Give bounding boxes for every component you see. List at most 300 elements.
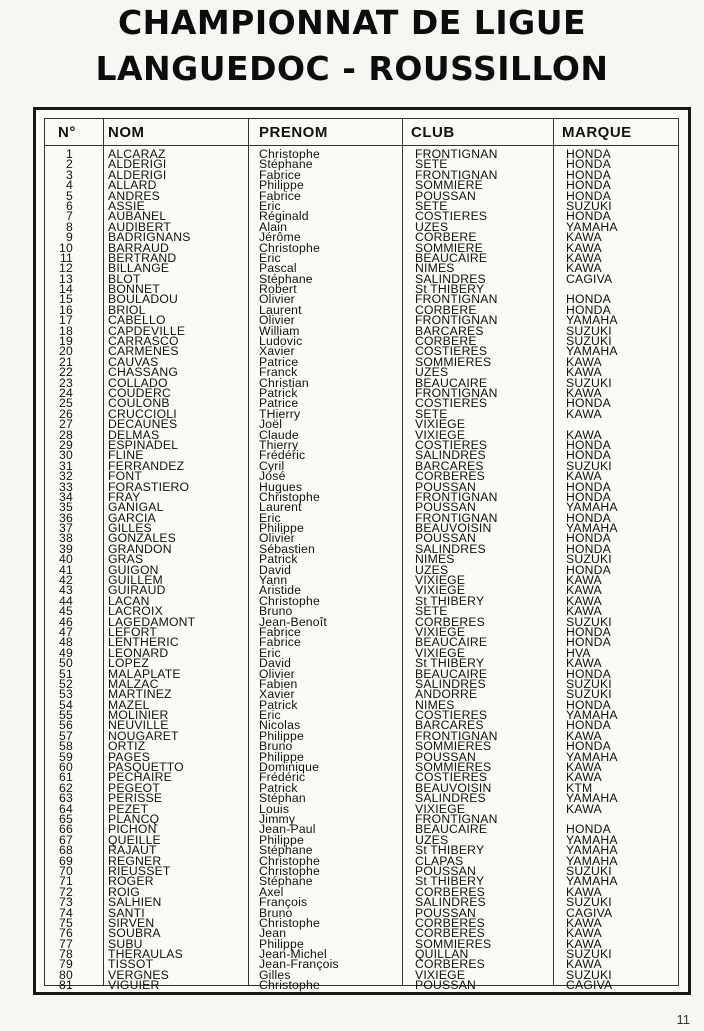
row-prenom: Pascal — [259, 261, 297, 276]
row-number: 59 — [59, 749, 73, 764]
row-number: 80 — [59, 967, 73, 982]
row-nom: COLLADO — [108, 375, 168, 390]
row-club: BEAUCAIRE — [415, 666, 488, 681]
row-number: 37 — [59, 521, 73, 536]
row-prenom: Christophe — [259, 147, 320, 161]
row-number: 57 — [59, 728, 73, 743]
row-club: POUSSAN — [415, 978, 476, 993]
row-nom: BERTRAND — [108, 250, 177, 265]
row-number: 46 — [59, 614, 73, 629]
row-prenom: Joël — [259, 417, 283, 432]
row-prenom: Bruno — [259, 905, 293, 920]
row-number: 39 — [59, 541, 73, 556]
row-number: 32 — [59, 469, 73, 484]
row-nom: TISSOT — [108, 957, 154, 972]
row-prenom: Frédéric — [259, 770, 306, 785]
row-number: 34 — [59, 489, 73, 504]
row-number: 60 — [59, 760, 73, 775]
row-club: VIXIEGE — [415, 801, 466, 816]
row-marque: KAWA — [566, 583, 602, 598]
row-prenom: David — [259, 656, 292, 671]
row-prenom: Dominique — [259, 760, 320, 775]
row-number: 45 — [59, 604, 73, 619]
row-marque: HONDA — [566, 718, 612, 733]
row-prenom: Christophe — [259, 915, 320, 930]
row-marque: KAWA — [566, 884, 602, 899]
row-prenom: Olivier — [259, 292, 295, 307]
row-nom: GRAS — [108, 552, 144, 567]
row-marque: CAGIVA — [566, 271, 613, 286]
row-number: 76 — [59, 926, 73, 941]
row-nom: PAGES — [108, 749, 151, 764]
row-marque: KAWA — [566, 469, 602, 484]
row-marque: HONDA — [566, 635, 612, 650]
row-club: QUILLAN — [415, 947, 469, 962]
row-club: FRONTIGNAN — [415, 313, 498, 328]
row-marque: KAWA — [566, 728, 602, 743]
row-prenom: Olivier — [259, 313, 295, 328]
row-marque: HONDA — [566, 437, 612, 452]
row-club: UZES — [415, 562, 449, 577]
row-club: BEAUCAIRE — [415, 250, 488, 265]
row-marque: KAWA — [566, 406, 602, 421]
row-number: 20 — [59, 344, 73, 359]
row-club: VIXIEGE — [415, 583, 466, 598]
row-nom: LAGEDAMONT — [108, 614, 196, 629]
row-club: COSTIERES — [415, 344, 488, 359]
club-column — [415, 149, 498, 991]
row-prenom: Philippe — [259, 749, 304, 764]
row-number: 52 — [59, 676, 73, 691]
row-nom: GRANDON — [108, 541, 172, 556]
row-club: VIXIEGE — [415, 624, 466, 639]
row-prenom: Stéphane — [259, 874, 313, 889]
row-number: 54 — [59, 697, 73, 712]
row-prenom: Nicolas — [259, 718, 301, 733]
row-nom: ROGER — [108, 874, 154, 889]
row-number: 19 — [59, 334, 73, 349]
row-nom: BONNET — [108, 282, 160, 297]
row-club: BARCARES — [415, 323, 484, 338]
row-nom: NOUGARET — [108, 728, 179, 743]
row-nom: MARTINEZ — [108, 687, 172, 702]
row-prenom: David — [259, 562, 292, 577]
row-prenom: Christophe — [259, 863, 320, 878]
row-number: 5 — [66, 188, 73, 203]
header-nom: NOM — [108, 124, 145, 141]
row-club: BEAUCAIRE — [415, 822, 488, 837]
row-nom: BILLANGE — [108, 261, 170, 276]
row-marque: KAWA — [566, 593, 602, 608]
row-nom: THERAULAS — [108, 947, 183, 962]
row-club: POUSSAN — [415, 749, 476, 764]
row-nom: SANTI — [108, 905, 145, 920]
row-club: VIXIEGE — [415, 967, 466, 982]
row-nom: ALLARD — [108, 178, 157, 193]
row-prenom: Patrice — [259, 396, 299, 411]
row-prenom: Patrick — [259, 780, 298, 795]
row-marque: YAMAHA — [566, 313, 618, 328]
row-number: 49 — [59, 645, 73, 660]
row-nom: COULONB — [108, 396, 170, 411]
row-nom: SUBU — [108, 936, 143, 951]
row-nom: CARRASCO — [108, 334, 179, 349]
row-marque: HONDA — [566, 531, 612, 546]
row-marque: SUZUKI — [566, 863, 612, 878]
row-prenom: Frédéric — [259, 448, 306, 463]
row-club: FRONTIGNAN — [415, 489, 498, 504]
row-nom: GILLES — [108, 521, 152, 536]
row-club: St THIBERY — [415, 656, 485, 671]
row-number: 33 — [59, 479, 73, 494]
row-club: St THIBERY — [415, 874, 485, 889]
row-club: CORBERES — [415, 957, 485, 972]
row-number: 68 — [59, 843, 73, 858]
row-number: 10 — [59, 240, 73, 255]
row-nom: REGNER — [108, 853, 162, 868]
prenom-column — [259, 149, 339, 991]
row-nom: VIGUIER — [108, 978, 160, 993]
row-nom: PECHAIRE — [108, 770, 172, 785]
row-club: SETE — [415, 157, 448, 172]
row-nom: ALDERIGI — [108, 157, 167, 172]
row-prenom: Stéphane — [259, 157, 313, 172]
row-prenom: Fabrice — [259, 635, 302, 650]
row-prenom: Fabien — [259, 676, 298, 691]
row-club: COSTIERES — [415, 396, 488, 411]
row-prenom: Hugues — [259, 479, 303, 494]
row-prenom: Laurent — [259, 500, 302, 515]
row-prenom: Philippe — [259, 728, 304, 743]
row-nom: ROIG — [108, 884, 140, 899]
row-number: 67 — [59, 832, 73, 847]
row-club: SOMMIERES — [415, 739, 492, 754]
row-club: SETE — [415, 406, 448, 421]
row-prenom: Xavier — [259, 687, 295, 702]
row-club: SALINDRES — [415, 271, 486, 286]
row-nom: LENTHERIC — [108, 635, 179, 650]
row-prenom: Philippe — [259, 521, 304, 536]
row-prenom: Xavier — [259, 344, 295, 359]
row-club: NIMES — [415, 261, 455, 276]
row-club: BARCARES — [415, 458, 484, 473]
row-club: BEAUCAIRE — [415, 375, 488, 390]
row-number: 51 — [59, 666, 73, 681]
row-number: 62 — [59, 780, 73, 795]
row-number: 53 — [59, 687, 73, 702]
row-marque: HONDA — [566, 479, 612, 494]
header-prenom: PRENOM — [259, 124, 328, 141]
row-club: SOMMIERE — [415, 240, 483, 255]
row-club: POUSSAN — [415, 905, 476, 920]
row-number: 8 — [66, 219, 73, 234]
row-nom: BLOT — [108, 271, 141, 286]
row-prenom: Eric — [259, 198, 281, 213]
row-club: FRONTIGNAN — [415, 167, 498, 182]
row-prenom: Patrice — [259, 354, 299, 369]
row-prenom: Olivier — [259, 531, 295, 546]
row-marque: KAWA — [566, 573, 602, 588]
row-marque: HONDA — [566, 510, 612, 525]
row-club: NIMES — [415, 697, 455, 712]
row-marque: SUZUKI — [566, 458, 612, 473]
row-nom: ALDERIGI — [108, 167, 167, 182]
row-number: 43 — [59, 583, 73, 598]
row-number: 69 — [59, 853, 73, 868]
row-marque: HONDA — [566, 302, 612, 317]
column-divider — [103, 119, 104, 985]
row-number: 55 — [59, 708, 73, 723]
row-prenom: Franck — [259, 365, 298, 380]
row-number: 2 — [66, 157, 73, 172]
row-nom: FERRANDEZ — [108, 458, 185, 473]
row-number: 16 — [59, 302, 73, 317]
row-number: 47 — [59, 624, 73, 639]
row-nom: BADRIGNANS — [108, 230, 191, 245]
row-club: St THIBERY — [415, 593, 485, 608]
row-club: VIXIEGE — [415, 417, 466, 432]
row-nom: RIEUSSET — [108, 863, 171, 878]
row-club: POUSSAN — [415, 188, 476, 203]
row-number: 1 — [66, 147, 73, 161]
row-prenom: Stéphan — [259, 791, 306, 806]
column-divider — [248, 119, 249, 985]
row-number: 23 — [59, 375, 73, 390]
row-prenom: Christophe — [259, 593, 320, 608]
row-nom: ESPINADEL — [108, 437, 179, 452]
row-marque: HONDA — [566, 624, 612, 639]
row-marque: HVA — [566, 645, 591, 660]
row-number: 74 — [59, 905, 73, 920]
row-club: St THIBERY — [415, 843, 485, 858]
row-marque: HONDA — [566, 666, 612, 681]
row-prenom: Sébastien — [259, 541, 316, 556]
row-club: CLAPAS — [415, 853, 464, 868]
row-number: 6 — [66, 198, 73, 213]
row-club: CORBERES — [415, 614, 485, 629]
header-divider — [45, 145, 678, 146]
row-prenom: William — [259, 323, 300, 338]
row-club: CORBERE — [415, 230, 477, 245]
row-club: SETE — [415, 198, 448, 213]
row-prenom: Fabrice — [259, 624, 302, 639]
row-club: SALINDRES — [415, 895, 486, 910]
row-nom: FONT — [108, 469, 142, 484]
row-number: 70 — [59, 863, 73, 878]
row-marque: SUZUKI — [566, 676, 612, 691]
row-number: 75 — [59, 915, 73, 930]
row-prenom: Axel — [259, 884, 284, 899]
row-number: 65 — [59, 812, 73, 826]
row-prenom: THierry — [259, 406, 301, 421]
row-marque: KAWA — [566, 365, 602, 380]
row-club: SOMMIERES — [415, 936, 492, 951]
row-prenom: Stéphane — [259, 271, 313, 286]
row-number: 40 — [59, 552, 73, 567]
row-nom: FLINE — [108, 448, 144, 463]
row-prenom: Olivier — [259, 666, 295, 681]
row-marque: KAWA — [566, 261, 602, 276]
row-number: 13 — [59, 271, 73, 286]
row-nom: DELMAS — [108, 427, 160, 442]
row-marque: KAWA — [566, 240, 602, 255]
row-club: FRONTIGNAN — [415, 510, 498, 525]
row-club: POUSSAN — [415, 531, 476, 546]
row-nom: BOULADOU — [108, 292, 178, 307]
row-marque: YAMAHA — [566, 500, 618, 515]
row-club: BARCARES — [415, 718, 484, 733]
row-prenom: Thierry — [259, 437, 299, 452]
row-marque: KAWA — [566, 936, 602, 951]
row-prenom: Réginald — [259, 209, 309, 224]
row-marque: HONDA — [566, 188, 612, 203]
row-club: SALINDRES — [415, 791, 486, 806]
row-marque: KAWA — [566, 770, 602, 785]
row-club: CORBERES — [415, 926, 485, 941]
row-club: BEAUVOISIN — [415, 521, 492, 536]
row-club: SOMMIERES — [415, 354, 492, 369]
page-title-line-1: CHAMPIONNAT DE LIGUE — [117, 3, 587, 42]
row-nom: COUDERC — [108, 385, 172, 400]
row-prenom: Fabrice — [259, 188, 302, 203]
row-club: FRONTIGNAN — [415, 147, 498, 161]
row-club: FRONTIGNAN — [415, 728, 498, 743]
row-number: 22 — [59, 365, 73, 380]
row-number: 15 — [59, 292, 73, 307]
row-number: 14 — [59, 282, 73, 297]
row-number: 44 — [59, 593, 73, 608]
row-nom: DECAUNES — [108, 417, 178, 432]
row-club: CORBERES — [415, 469, 485, 484]
row-prenom: Laurent — [259, 302, 302, 317]
row-nom: MALAPLATE — [108, 666, 181, 681]
row-nom: CABELLO — [108, 313, 166, 328]
row-number: 28 — [59, 427, 73, 442]
row-prenom: José — [259, 469, 286, 484]
row-marque: SUZUKI — [566, 323, 612, 338]
row-nom: PASQUETTO — [108, 760, 184, 775]
row-nom: ALCARAZ — [108, 147, 166, 161]
row-number: 35 — [59, 500, 73, 515]
row-nom: AUBANEL — [108, 209, 167, 224]
row-prenom: Patrick — [259, 385, 298, 400]
row-nom: GUIRAUD — [108, 583, 166, 598]
row-nom: GUILLEM — [108, 573, 163, 588]
row-marque: HONDA — [566, 822, 612, 837]
row-number: 79 — [59, 957, 73, 972]
row-marque: SUZUKI — [566, 967, 612, 982]
row-marque: HONDA — [566, 209, 612, 224]
row-nom: QUEILLE — [108, 832, 161, 847]
row-club: VIXIEGE — [415, 645, 466, 660]
row-club: UZES — [415, 365, 449, 380]
results-table — [44, 118, 679, 993]
row-marque: YAMAHA — [566, 832, 618, 847]
row-marque: KAWA — [566, 230, 602, 245]
row-club: POUSSAN — [415, 863, 476, 878]
row-number: 66 — [59, 822, 73, 837]
row-marque: HONDA — [566, 448, 612, 463]
row-nom: NEUVILLE — [108, 718, 169, 733]
row-marque: YAMAHA — [566, 219, 618, 234]
row-club: NIMES — [415, 552, 455, 567]
row-club: POUSSAN — [415, 500, 476, 515]
row-number: 71 — [59, 874, 73, 889]
row-club: CORBERE — [415, 302, 477, 317]
row-marque: HONDA — [566, 396, 612, 411]
row-club: VIXIEGE — [415, 427, 466, 442]
nom-column — [108, 149, 195, 991]
row-prenom: Jean-Paul — [259, 822, 316, 837]
row-marque: YAMAHA — [566, 521, 618, 536]
row-number: 58 — [59, 739, 73, 754]
row-prenom: Philippe — [259, 832, 304, 847]
row-club: BEAUVOISIN — [415, 780, 492, 795]
row-marque: KAWA — [566, 427, 602, 442]
row-nom: MAZEL — [108, 697, 150, 712]
row-club: COSTIERES — [415, 770, 488, 785]
row-nom: MALZAC — [108, 676, 159, 691]
row-prenom: Gilles — [259, 967, 291, 982]
row-marque: HONDA — [566, 739, 612, 754]
row-number: 9 — [66, 230, 73, 245]
row-club: VIXIEGE — [415, 573, 466, 588]
row-number: 64 — [59, 801, 73, 816]
row-nom: CRUCCIOLI — [108, 406, 177, 421]
row-nom: PLANCQ — [108, 812, 160, 826]
row-number: 26 — [59, 406, 73, 421]
row-marque: YAMAHA — [566, 874, 618, 889]
row-club: SOMMIERE — [415, 178, 483, 193]
row-nom: VERGNES — [108, 967, 169, 982]
row-marque: YAMAHA — [566, 708, 618, 723]
column-divider — [402, 119, 403, 985]
row-prenom: François — [259, 895, 308, 910]
row-prenom: Patrick — [259, 697, 298, 712]
row-nom: GUIGON — [108, 562, 159, 577]
row-nom: ORTIZ — [108, 739, 146, 754]
row-number: 78 — [59, 947, 73, 962]
row-nom: GONZALES — [108, 531, 176, 546]
row-marque: YAMAHA — [566, 843, 618, 858]
row-marque: HONDA — [566, 489, 612, 504]
row-number: 56 — [59, 718, 73, 733]
row-nom: GANIGAL — [108, 500, 164, 515]
row-prenom: Philippe — [259, 178, 304, 193]
row-number: 77 — [59, 936, 73, 951]
row-nom: SIRVEN — [108, 915, 155, 930]
row-nom: ASSIE — [108, 198, 145, 213]
row-number: 48 — [59, 635, 73, 650]
row-nom: PEGEOT — [108, 780, 160, 795]
row-club: SALINDRES — [415, 541, 486, 556]
row-nom: ANDRES — [108, 188, 160, 203]
row-prenom: Louis — [259, 801, 290, 816]
row-marque: HONDA — [566, 147, 612, 161]
row-prenom: Eric — [259, 510, 281, 525]
row-prenom: Claude — [259, 427, 299, 442]
row-nom: LEONARD — [108, 645, 169, 660]
row-number: 36 — [59, 510, 73, 525]
row-marque: SUZUKI — [566, 375, 612, 390]
row-nom: FRAY — [108, 489, 141, 504]
row-prenom: Cyril — [259, 458, 285, 473]
row-marque: KAWA — [566, 801, 602, 816]
row-prenom: Christophe — [259, 978, 320, 993]
row-marque: KAWA — [566, 915, 602, 930]
marque-column — [566, 149, 618, 991]
row-prenom: Fabrice — [259, 167, 302, 182]
